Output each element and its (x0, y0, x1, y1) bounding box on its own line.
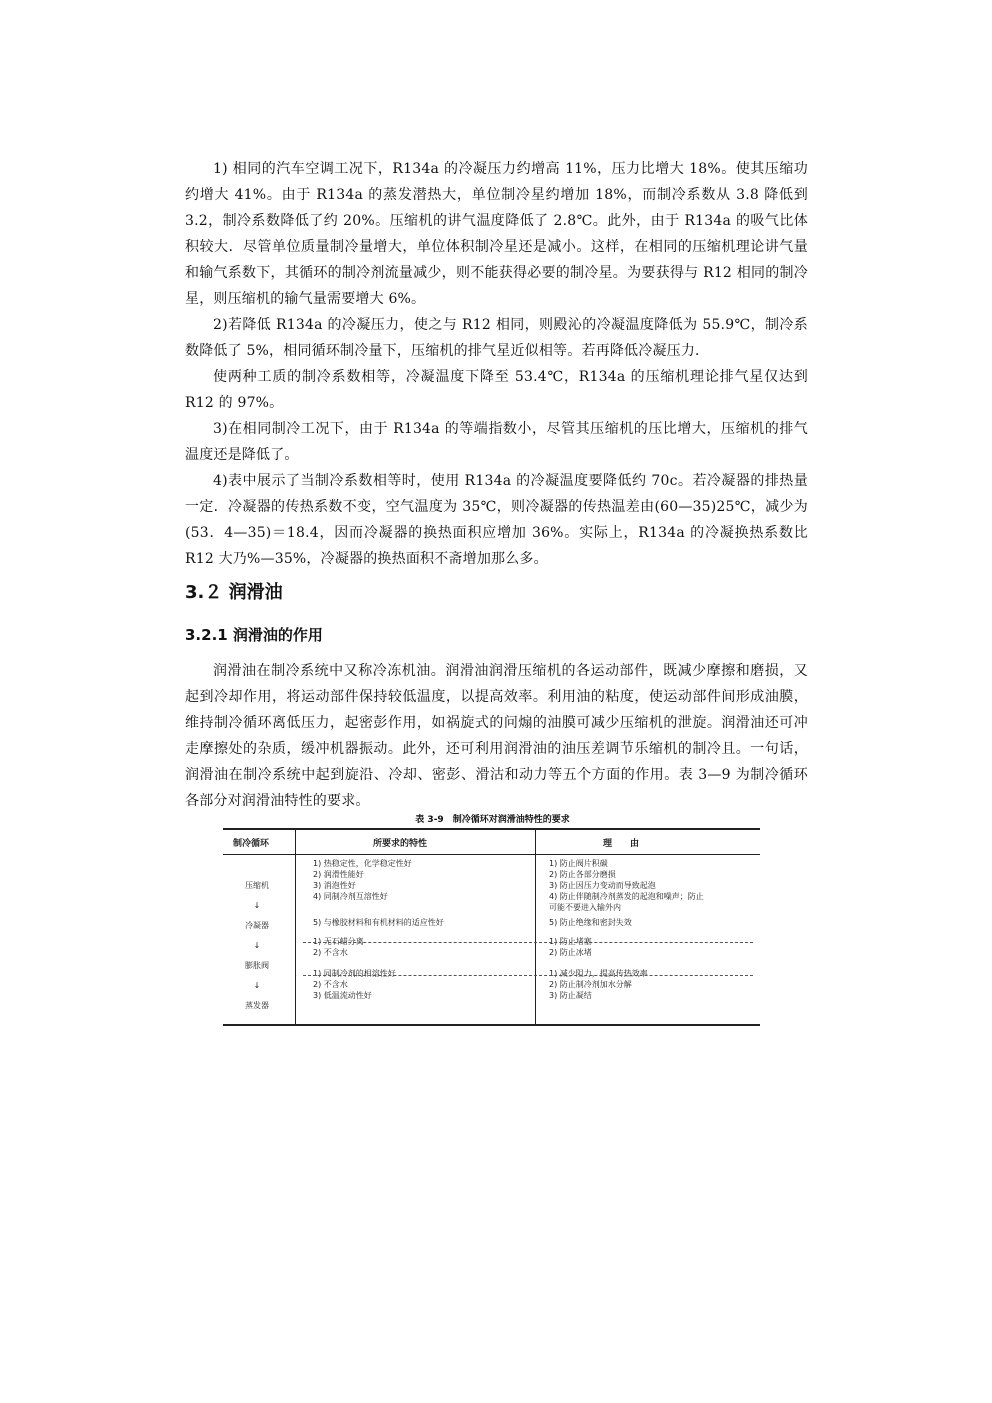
circuit-item: 压缩机 (245, 881, 269, 890)
header-properties: 所要求的特性 (373, 839, 428, 849)
reason-item: 4) 防止伴随制冷剂蒸发的起泡和噪声；防止 (549, 892, 704, 901)
reason-item: 可能不要进入输外内 (549, 903, 621, 912)
group-separator (303, 975, 753, 976)
circuit-column (237, 876, 277, 1016)
property-item: 2) 润滑性能好 (313, 870, 364, 879)
paragraph-1: 1) 相同的汽车空调工况下，R134a 的冷凝压力约增高 11%，压力比增大 18%。使其压缩功约增大 41%。由于 R134a 的蒸发潜热大，单位制冷星约增加 18%，而制冷系数从 3.8 降低到 3.2，制冷系数降低了约 20%。压缩机的讲气温度降低了 2.8℃。此外，由于 R134a 的吸气比体积较大．尽管单位质量制冷量增大，单位体积制冷星还是减小。这样，在相同的压缩机理论讲气量和输气系数下，其循环的制冷剂流量减少，则不能获得必要的制冷星。为要获得与 R12 相同的制冷星，则压缩机的输气量需要增大 6%。 (185, 161, 808, 307)
paragraph-4: 3)在相同制冷工况下，由于 R134a 的等端指数小，尽管其压缩机的压比增大，压缩机的排气温度还是降低了。 (185, 421, 808, 463)
paragraph-2: 2)若降低 R134a 的冷凝压力，使之与 R12 相同，则殿沁的冷凝温度降低为 55.9℃，制冷系数降低了 5%，相同循环制冷量下，压缩机的排气星近似相等。若再降低冷凝压力． (185, 317, 808, 359)
reason-item: 1) 减少阻力，提高传热效率 (549, 969, 648, 978)
column-divider (295, 828, 296, 1026)
column-divider (535, 828, 536, 1026)
reason-item: 3) 防止凝结 (549, 991, 592, 1000)
paragraph-3: 使两种工质的制冷系数相等，冷凝温度下降至 53.4℃，R134a 的压缩机理论排气星仅达到 R12 的 97%。 (185, 369, 808, 411)
table-top-rule (223, 828, 760, 830)
property-item (313, 902, 523, 913)
circuit-arrow: ↓ (253, 901, 261, 910)
header-reason: 理 由 (603, 839, 640, 849)
header-circuit: 制冷循环 (233, 839, 270, 849)
section-body: 润滑油在制冷系统中又称冷冻机油。润滑油润滑压缩机的各运动部件，既减少摩擦和磨损，又起到冷却作用，将运动部件保持较低温度，以提高效率。利用油的粘度，使运动部件间形成油膜，维持制冷循环离低压力，起密彭作用，如祸旋式的问煽的油膜可减少压缩机的泄旋。润滑油还可冲走摩擦处的杂质，缓冲机器振动。此外，还可利用润滑油的油压差调节乐缩机的制冷且。一句话，润滑油在制冷系统中起到旋沿、冷却、密彭、滑沽和动力等五个方面的作用。表 3—9 为制冷循环各部分对润滑油特性的要求。 (185, 663, 808, 809)
property-item: 4) 同制冷剂互溶性好 (313, 892, 388, 901)
requirements-table (223, 828, 760, 1026)
paragraph-5: 4)表中展示了当制冷系数相等时，使用 R134a 的冷凝温度要降低约 70c。若冷凝器的排热量一定．冷凝器的传热系数不变，空气温度为 35℃，则冷凝器的传热温差由(60—35)25℃，减少为(53．4—35)＝18.4，因而冷凝器的换热面积应增加 36%。实际上，R134a 的冷凝换热系数比 R12 大乃%—35%，冷凝器的换热面积不斋增加那么多。 (185, 473, 808, 567)
property-item: 3) 消泡性好 (313, 881, 356, 890)
reason-item: 1) 防止堵塞 (549, 937, 592, 946)
reason-item: 2) 防止各部分磨损 (549, 870, 616, 879)
reason-item: 3) 防止因压力变动而导致起泡 (549, 881, 656, 890)
circuit-item: 膨胀阀 (245, 961, 269, 970)
property-item: 2) 不含水 (313, 948, 348, 957)
properties-column (313, 858, 523, 1001)
reason-item: 5) 防止绝缘和密封失效 (549, 918, 632, 927)
property-item: 1) 同制冷剂的相溶性好 (313, 969, 396, 978)
section-heading: 3.２ 润滑油 (185, 582, 283, 603)
property-item: 1) 热稳定性，化学稳定性好 (313, 859, 412, 868)
reason-item: 2) 防止冰堵 (549, 948, 592, 957)
table-header-rule (223, 854, 760, 855)
circuit-item: 冷凝器 (245, 921, 269, 930)
circuit-arrow: ↓ (253, 981, 261, 990)
property-item: 2) 不含水 (313, 980, 348, 989)
property-item: 3) 低温流动性好 (313, 991, 372, 1000)
circuit-arrow: ↓ (253, 941, 261, 950)
property-item: 5) 与橡胶材料和有机材料的适应性好 (313, 918, 444, 927)
circuit-item: 蒸发器 (245, 1001, 269, 1010)
reason-item: 2) 防止制冷剂加水分解 (549, 980, 632, 989)
group-separator (303, 942, 753, 943)
table-caption: 表 3-9 制冷循环对润滑油特性的要求 (415, 815, 570, 825)
property-item: 1) 无石蜡分离 (313, 937, 364, 946)
reasons-column (549, 858, 759, 1001)
table-bottom-rule (223, 1024, 760, 1026)
subsection-heading: 3.2.1 润滑油的作用 (185, 626, 323, 644)
reason-item: 1) 防止阀片积碳 (549, 859, 608, 868)
